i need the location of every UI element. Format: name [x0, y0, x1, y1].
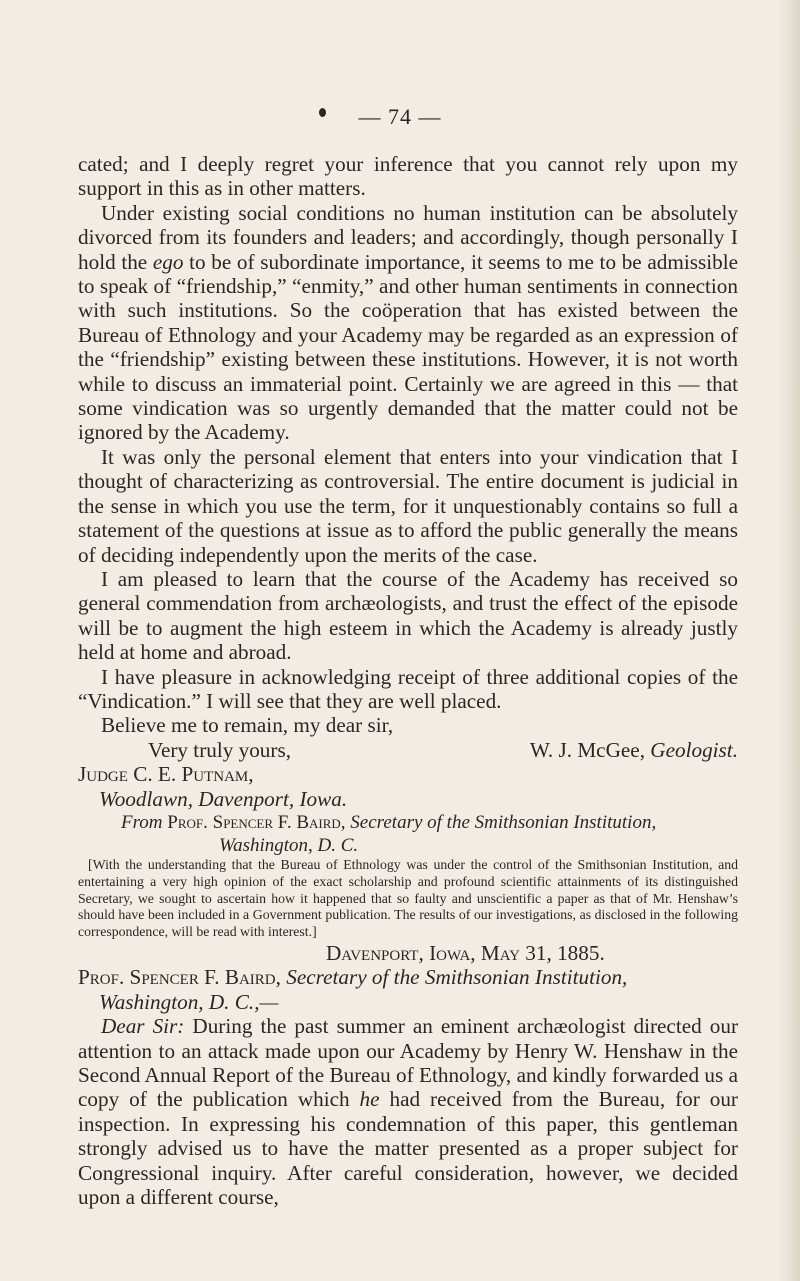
paragraph: Dear Sir: During the past summer an eminent archæologist directed our attention to an attack made upon our Academy by Henry W. Henshaw in the Second Annual Report of the Bureau of Ethnology, and kindly forwarded us a copy of the publication which he had received from the Bureau, for our inspection. In expressing his condemnation of this paper, this gentleman strongly advised us to have the matter presented as a proper subject for Congressional inquiry. After careful consideration, however, we decided upon a different course, [78, 1014, 739, 1210]
page-body [78, 152, 738, 1209]
signature-line [78, 738, 738, 762]
recipient-place: Washington, D. C.,— [99, 989, 279, 1014]
recipient: Prof. Spencer F. Baird, Secretary of the Smithsonian Institution, [78, 965, 628, 990]
paragraph: I have pleasure in acknowledging receipt of three additional copies of the “Vindication.” I will see that they are well placed. [78, 664, 738, 713]
page-number: — 74 — [358, 104, 442, 129]
paragraph: I am pleased to learn that the course of the Academy has received so general commendation from archæologists, and trust the effect of the episode will be to augment the high esteem in which the Academy is already justly held at home and abroad. [78, 566, 738, 665]
paragraph: It was only the personal element that enters into your vindication that I thought of characterizing as controversial. The entire document is judicial in the sense in which you use the term, for it unquestionably contains so full a statement of the questions at issue as to afford the public generally the means of deciding independently upon the merits of the case. [78, 444, 738, 567]
dateline: Davenport, Iowa, May 31, 1885. [326, 940, 605, 965]
addressee: Judge C. E. Putnam, [78, 762, 254, 787]
source-place: Washington, D. C. [219, 834, 359, 856]
editor-note: [With the understanding that the Bureau of Ethnology was under the control of the Smithsonian Institution, and entertaining a very high opinion of the exact scholarship and profound scientific attainments of its distinguished Secretary, we sought to ascertain how it happened that so faulty and unscientific a paper as that of Mr. Henshaw’s should have been included in a Government publication. The results of our investigations, as disclosed in the following correspondence, will be read with interest.] [78, 856, 738, 940]
page-edge [778, 0, 800, 1281]
source-heading: From Prof. Spencer F. Baird, Secretary of the Smithsonian Institution, [121, 811, 657, 833]
paragraph: cated; and I deeply regret your inference that you cannot rely upon my support in this as in other matters. [78, 152, 738, 201]
paragraph: Believe me to remain, my dear sir, [101, 713, 394, 738]
closing: Very truly yours, [148, 737, 291, 762]
paragraph: Under existing social conditions no human institution can be absolutely divorced from its founders and leaders; and accordingly, though personally I hold the ego to be of subordinate importance, it seems to me to be admissible to speak of “friendship,” “enmity,” and other human sentiments in connection with such institutions. So the coöperation that has existed between the Bureau of Ethnology and your Academy may be regarded as an expression of the “friendship” existing between these institutions. However, it is not worth while to discuss an immaterial point. Certainly we are agreed in this — that some vindication was so urgently demanded that the matter could not be ignored by the Academy. [78, 200, 738, 445]
address: Woodlawn, Davenport, Iowa. [99, 786, 348, 811]
signature: W. J. McGee, Geologist. [529, 737, 738, 762]
